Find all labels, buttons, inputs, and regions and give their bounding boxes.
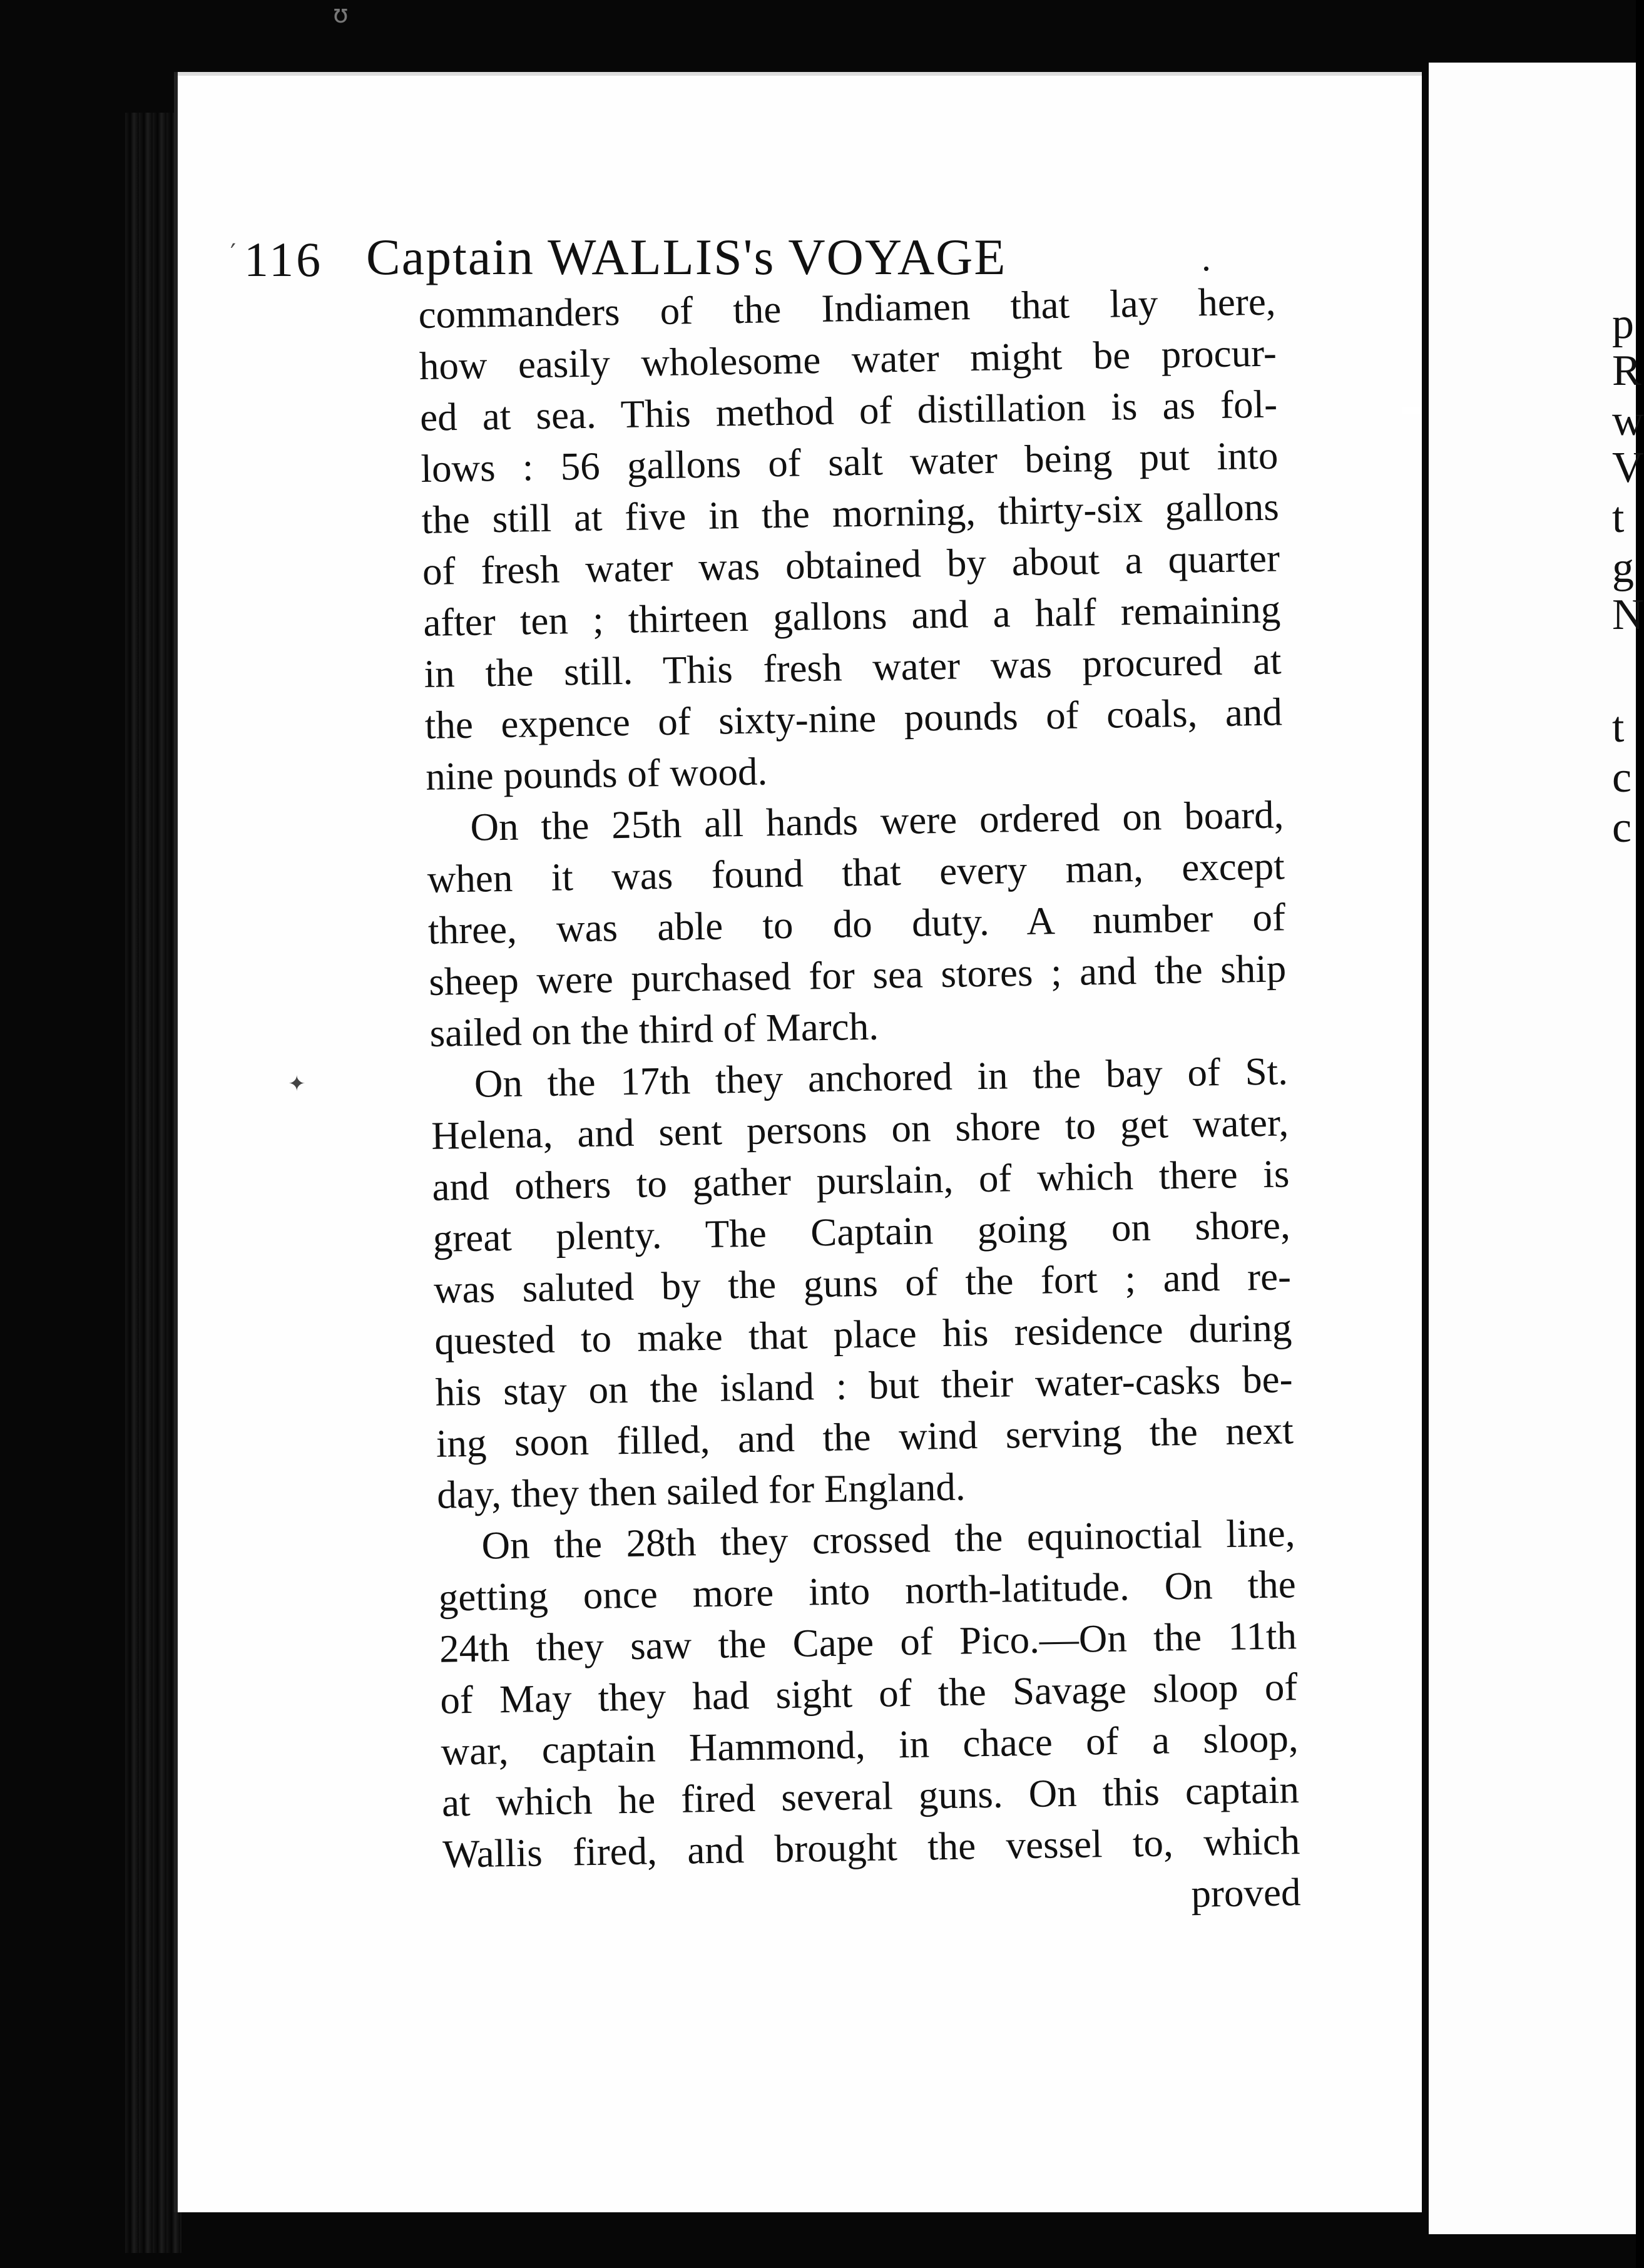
text-line: his stay on the island : but their water-casks be- (435, 1357, 1294, 1414)
margin-tick: ʊ (333, 0, 349, 29)
catchword: proved (1190, 1870, 1301, 1916)
text-line: at which he fired several guns. On this captain (441, 1767, 1300, 1825)
book-spine (125, 113, 181, 2253)
next-page-fragment: c (1612, 804, 1632, 852)
text-line: sailed on the third of March. (429, 1004, 879, 1055)
next-page-fragment: p (1612, 300, 1634, 348)
text-line: ed at sea. This method of distillation is as fol- (419, 382, 1278, 439)
margin-tick: ✦ (288, 1071, 306, 1096)
text-line: Helena, and sent persons on shore to get water, (431, 1100, 1289, 1158)
text-line: after ten ; thirteen gallons and a half remaining (422, 587, 1281, 645)
text-line: sheep were purchased for sea stores ; and the ship (428, 946, 1287, 1004)
text-line: the still at five in the morning, thirty-six gallons (421, 484, 1280, 542)
text-line: war, captain Hammond, in chace of a sloop, (441, 1716, 1299, 1774)
text-line: three, was able to do duty. A number of (427, 895, 1286, 953)
text-line: lows : 56 gallons of salt water being put into (420, 433, 1279, 491)
next-page-fragment: t (1612, 703, 1625, 752)
next-page-fragment: N (1612, 591, 1644, 639)
text-line: great plenty. The Captain going on shore, (432, 1203, 1291, 1260)
text-line: of May they had sight of the Savage sloop of (439, 1665, 1298, 1722)
text-line: On the 25th all hands were ordered on board, (469, 792, 1284, 849)
margin-tick: ′ (230, 239, 237, 268)
next-page-fragment: c (1612, 753, 1632, 802)
text-line: was saluted by the guns of the fort ; and re- (433, 1254, 1292, 1312)
text-line: of fresh water was obtained by about a quarter (422, 536, 1280, 593)
text-line: ing soon filled, and the wind serving the next (436, 1408, 1294, 1466)
text-line: day, they then sailed for England. (436, 1464, 966, 1517)
text-line: On the 17th they anchored in the bay of St. (474, 1049, 1289, 1106)
text-line: when it was found that every man, except (427, 844, 1285, 901)
next-page-fragment: t (1612, 494, 1625, 542)
next-page-fragment: R (1612, 347, 1641, 395)
text-line: Wallis fired, and brought the vessel to, which (442, 1819, 1300, 1876)
running-head-mark: . (1202, 237, 1211, 278)
page-edge-tab (1402, 407, 1421, 414)
text-line: and others to gather purslain, of which there is (431, 1152, 1290, 1209)
text-line: quested to make that place his residence during (434, 1305, 1292, 1363)
body-text (418, 275, 1301, 1931)
text-line: On the 28th they crossed the equinoctial line, (481, 1511, 1295, 1568)
book-page-right-edge (1429, 63, 1644, 2234)
next-page-fragment: V (1612, 444, 1644, 492)
page-number: 116 (244, 232, 324, 287)
text-line: commanders of the Indiamen that lay here, (418, 279, 1277, 337)
text-line: the expence of sixty-nine pounds of coals, and (424, 690, 1283, 747)
text-line: getting once more into north-latitude. On the (438, 1562, 1297, 1620)
next-page-fragment: g (1612, 544, 1634, 592)
next-page-fragment: w (1612, 397, 1644, 445)
text-line: 24th they saw the Cape of Pico.—On the 11th (439, 1613, 1297, 1671)
text-line: nine pounds of wood. (425, 749, 768, 799)
text-line: in the still. This fresh water was procured at (424, 638, 1282, 696)
text-line: how easily wholesome water might be procur- (419, 330, 1277, 388)
running-title: Captain WALLIS's VOYAGE (366, 228, 1007, 285)
